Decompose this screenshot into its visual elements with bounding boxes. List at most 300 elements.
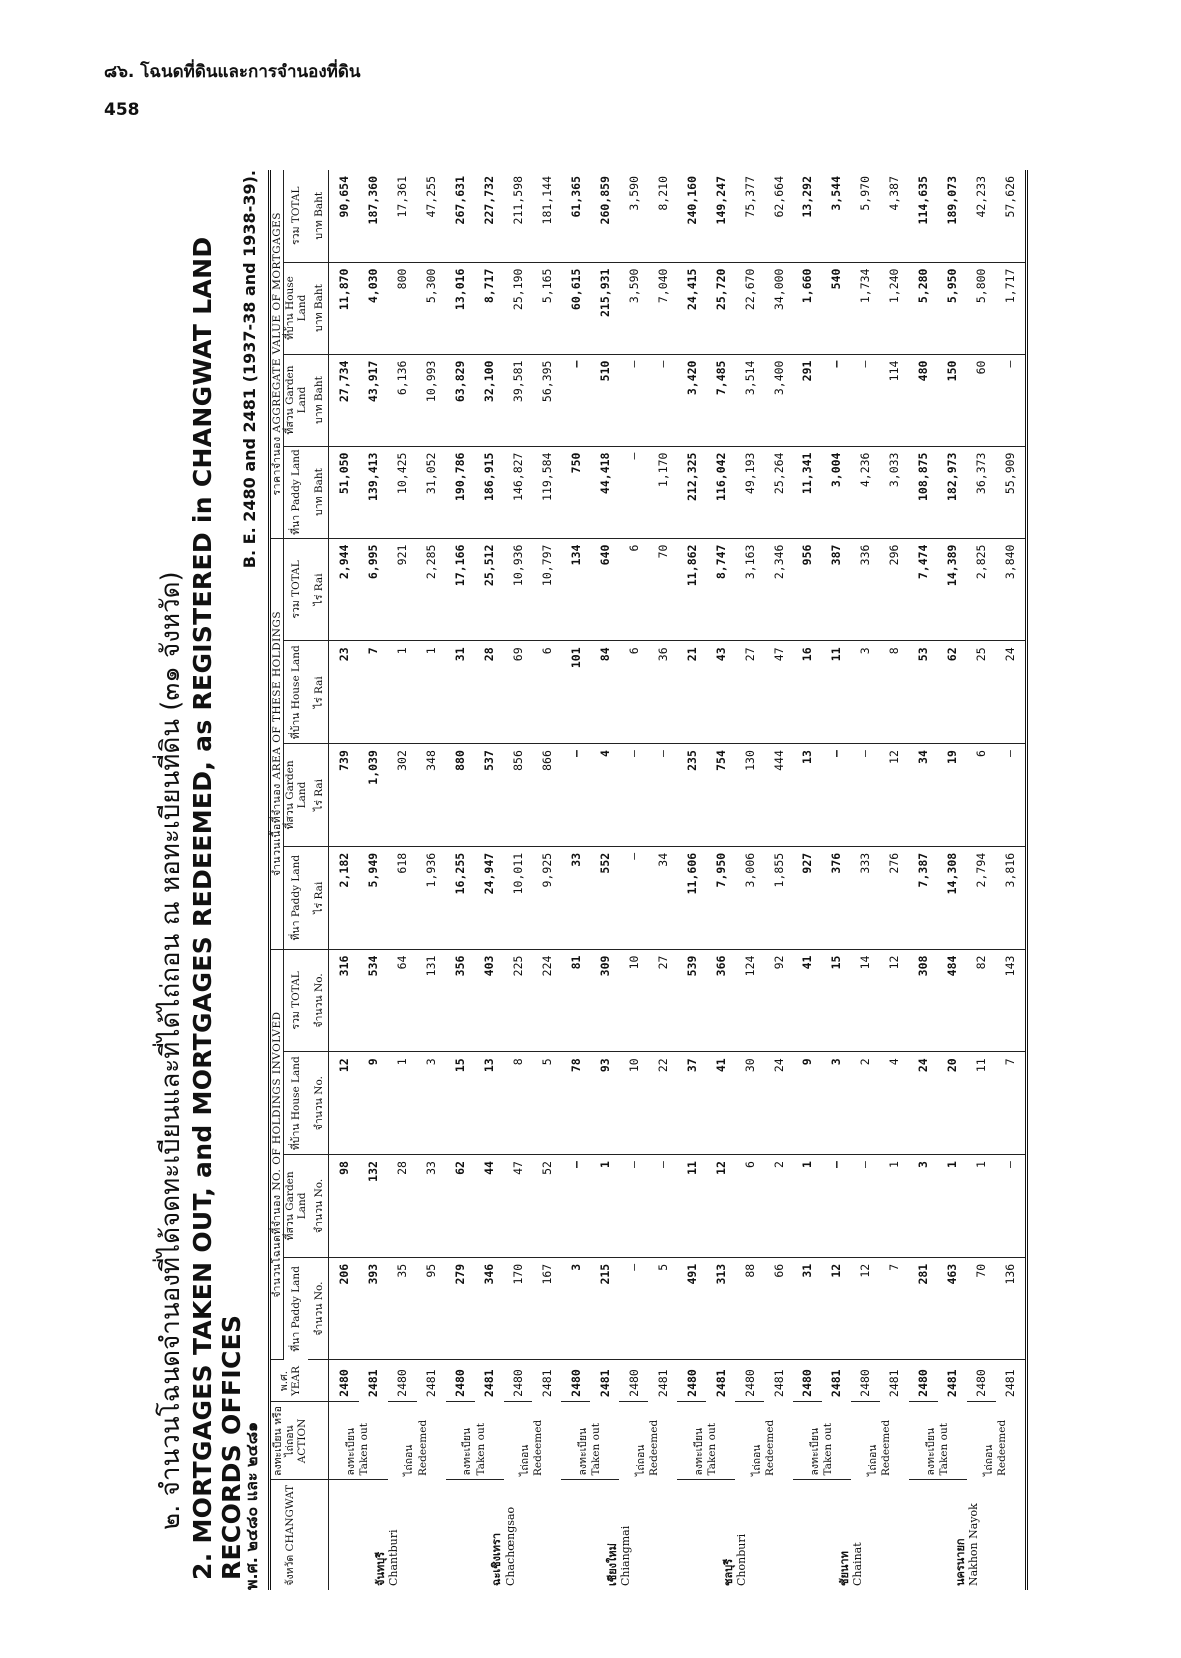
year-cell: 2480 [793, 1360, 822, 1402]
value-cell: 61,365 [561, 170, 590, 262]
action-english: Redeemed [532, 1419, 545, 1476]
value-cell: 70 [967, 1257, 996, 1360]
header-total: รวม TOTAL [284, 538, 309, 641]
header-house: ที่บ้าน House Land [284, 641, 309, 744]
mortgage-table [268, 170, 1028, 1590]
value-cell: 124 [735, 949, 764, 1052]
value-cell: 316 [329, 949, 359, 1052]
value-cell: 10,011 [504, 846, 533, 949]
value-cell: 20 [938, 1052, 967, 1155]
value-cell: 5,300 [417, 262, 446, 354]
action-thai: ไถ่ถอน [519, 1444, 532, 1476]
year-cell: 2480 [446, 1360, 475, 1402]
value-cell: — [619, 846, 648, 949]
value-cell: — [996, 354, 1025, 446]
value-cell: 13,016 [446, 262, 475, 354]
value-cell: 37 [677, 1052, 706, 1155]
year-cell: 2481 [365, 1369, 380, 1398]
value-cell: 34 [648, 846, 677, 949]
value-cell: 279 [446, 1257, 475, 1360]
value-cell: 739 [329, 744, 359, 847]
value-cell: 4 [590, 744, 619, 847]
header-paddy: ที่นา Paddy Land [290, 1266, 303, 1352]
page-number: 458 [104, 100, 140, 120]
table-row [532, 170, 561, 1590]
value-cell: 1 [967, 1155, 996, 1258]
value-cell: 52 [532, 1155, 561, 1258]
value-cell: 13,292 [793, 170, 822, 262]
value-cell: 41 [793, 949, 822, 1052]
table-row [359, 170, 388, 1590]
value-cell: 17,361 [388, 170, 417, 262]
province-name [329, 1480, 446, 1590]
value-cell: 6 [619, 641, 648, 744]
value-cell: 14 [851, 949, 880, 1052]
action-redeemed [735, 1402, 793, 1480]
value-cell: 291 [793, 354, 822, 446]
table-row [851, 170, 880, 1590]
value-cell: 101 [561, 641, 590, 744]
value-cell: 927 [793, 846, 822, 949]
value-cell: 510 [590, 354, 619, 446]
value-cell: 215,931 [590, 262, 619, 354]
year-cell: 2481 [1003, 1369, 1018, 1398]
value-cell: 93 [590, 1052, 619, 1155]
value-cell: 182,973 [938, 446, 967, 538]
value-cell: 33 [561, 846, 590, 949]
value-cell: 2,182 [329, 846, 359, 949]
value-cell: 11,862 [677, 538, 706, 641]
value-cell: 25 [967, 641, 996, 744]
unit-rai: ไร่ Rai [308, 538, 329, 641]
year-cell: 2481 [945, 1369, 960, 1398]
table-row [880, 170, 909, 1590]
value-cell: 1 [793, 1155, 822, 1258]
value-cell: 10,936 [504, 538, 533, 641]
value-cell: 750 [561, 446, 590, 538]
value-cell: 6 [619, 538, 648, 641]
value-cell: 132 [359, 1155, 388, 1258]
value-cell: 313 [706, 1257, 735, 1360]
value-cell: 22 [648, 1052, 677, 1155]
value-cell: 24,947 [475, 846, 504, 949]
value-cell: 491 [677, 1257, 706, 1360]
table-row [706, 170, 735, 1590]
value-cell: 1,660 [793, 262, 822, 354]
value-cell: 130 [735, 744, 764, 847]
value-cell: 346 [475, 1257, 504, 1360]
unit-no: จำนวน No. [308, 1052, 329, 1155]
province-english: Chachœngsao [503, 1506, 517, 1586]
table-row [475, 170, 504, 1590]
action-taken-out [793, 1402, 851, 1480]
action-thai: ไถ่ถอน [403, 1444, 416, 1476]
value-cell: 181,144 [532, 170, 561, 262]
value-cell: 9 [793, 1052, 822, 1155]
table-row [388, 170, 417, 1590]
value-cell: — [851, 1155, 880, 1258]
action-taken-out [561, 1402, 619, 1480]
value-cell: 276 [880, 846, 909, 949]
action-thai: ลงทะเบียน [577, 1427, 590, 1476]
action-taken-out [329, 1402, 388, 1480]
action-thai: ลงทะเบียน [693, 1427, 706, 1476]
value-cell: 5,165 [532, 262, 561, 354]
value-cell: 36,373 [967, 446, 996, 538]
value-cell: — [851, 354, 880, 446]
unit-rai: ไร่ Rai [308, 641, 329, 744]
value-cell: — [822, 1155, 851, 1258]
value-cell: 7,474 [909, 538, 938, 641]
value-cell: 6,136 [388, 354, 417, 446]
year-cell: 2480 [561, 1360, 590, 1402]
value-cell: 921 [388, 538, 417, 641]
year-cell: 2481 [423, 1369, 438, 1398]
value-cell: 3 [417, 1052, 446, 1155]
value-cell: 224 [532, 949, 561, 1052]
value-cell: 7,485 [706, 354, 735, 446]
value-cell: 12 [880, 949, 909, 1052]
value-cell: 336 [851, 538, 880, 641]
value-cell: 393 [359, 1257, 388, 1360]
value-cell: 7,950 [706, 846, 735, 949]
value-cell: 10 [619, 949, 648, 1052]
year-cell: 2481 [655, 1369, 670, 1398]
value-cell: 24 [996, 641, 1025, 744]
action-taken-out [446, 1402, 504, 1480]
year-cell: 2481 [597, 1369, 612, 1398]
header-action: ลงทะเบียน หรือ ไถ่ถอน ACTION [271, 1402, 308, 1480]
running-head: ๘๖. โฉนดที่ดินและการจำนองที่ดิน [104, 62, 361, 82]
value-cell: 27 [648, 949, 677, 1052]
value-cell: 539 [677, 949, 706, 1052]
action-english: Redeemed [648, 1419, 661, 1476]
value-cell: 170 [504, 1257, 533, 1360]
table-row [677, 170, 706, 1590]
value-cell: 15 [446, 1052, 475, 1155]
value-cell: 190,786 [446, 446, 475, 538]
value-cell: 3,590 [619, 170, 648, 262]
action-redeemed [619, 1402, 677, 1480]
value-cell: 866 [532, 744, 561, 847]
province-name [446, 1480, 562, 1590]
unit-no: จำนวน No. [308, 1257, 329, 1360]
value-cell: 754 [706, 744, 735, 847]
value-cell: 1,855 [764, 846, 793, 949]
value-cell: 47 [764, 641, 793, 744]
value-cell: 2,944 [329, 538, 359, 641]
value-cell: 9 [359, 1052, 388, 1155]
value-cell: 24 [909, 1052, 938, 1155]
action-thai: ไถ่ถอน [866, 1444, 879, 1476]
header-total: รวม TOTAL [284, 949, 309, 1052]
province-english: Chiangmai [619, 1525, 633, 1586]
value-cell: 41 [706, 1052, 735, 1155]
value-cell: 3,420 [677, 354, 706, 446]
action-taken-out [909, 1402, 967, 1480]
table-row [619, 170, 648, 1590]
value-cell: 2,346 [764, 538, 793, 641]
value-cell: 24,415 [677, 262, 706, 354]
year-cell: 2481 [481, 1369, 496, 1398]
value-cell: 88 [735, 1257, 764, 1360]
value-cell: 3 [909, 1155, 938, 1258]
value-cell: — [648, 354, 677, 446]
unit-baht: บาท Baht [308, 354, 329, 446]
value-cell: 484 [938, 949, 967, 1052]
value-cell: 108,875 [909, 446, 938, 538]
province-thai: ฉะเชิงเทรา [490, 1532, 504, 1586]
value-cell: 387 [822, 538, 851, 641]
value-cell: 480 [909, 354, 938, 446]
table-row [822, 170, 851, 1590]
value-cell: 333 [851, 846, 880, 949]
table-row [996, 170, 1025, 1590]
table-row [909, 170, 938, 1590]
value-cell: 1 [880, 1155, 909, 1258]
year-cell: 2481 [771, 1369, 786, 1398]
value-cell: 212,325 [677, 446, 706, 538]
value-cell: 3,006 [735, 846, 764, 949]
value-cell: 640 [590, 538, 619, 641]
value-cell: 44 [475, 1155, 504, 1258]
value-cell: 1 [938, 1155, 967, 1258]
value-cell: 2 [851, 1052, 880, 1155]
action-thai: ลงทะเบียน [461, 1427, 474, 1476]
value-cell: 10,425 [388, 446, 417, 538]
action-english: Taken out [474, 1423, 487, 1476]
action-english: Taken out [822, 1423, 835, 1476]
value-cell: 3,004 [822, 446, 851, 538]
value-cell: 78 [561, 1052, 590, 1155]
year-cell: 2480 [677, 1360, 706, 1402]
action-redeemed [967, 1402, 1025, 1480]
value-cell: 75,377 [735, 170, 764, 262]
value-cell: 114 [880, 354, 909, 446]
value-cell: — [822, 744, 851, 847]
header-house: ที่บ้าน House Land [284, 262, 309, 354]
header-garden: ที่สวน Garden Land [284, 354, 309, 446]
value-cell: 8,747 [706, 538, 735, 641]
value-cell: 17,166 [446, 538, 475, 641]
unit-no: จำนวน No. [308, 949, 329, 1052]
header-group-value: ราคาจำนอง AGGREGATE VALUE OF MORTGAGES [271, 170, 284, 538]
year-cell: 2480 [619, 1360, 648, 1402]
value-cell: 81 [561, 949, 590, 1052]
year-cell: 2480 [329, 1360, 359, 1402]
value-cell: 800 [388, 262, 417, 354]
value-cell: 12 [880, 744, 909, 847]
action-redeemed [851, 1402, 909, 1480]
value-cell: 56,395 [532, 354, 561, 446]
value-cell: 1 [590, 1155, 619, 1258]
value-cell: 308 [909, 949, 938, 1052]
value-cell: 3 [561, 1257, 590, 1360]
value-cell: 51,050 [329, 446, 359, 538]
value-cell: 12 [329, 1052, 359, 1155]
action-thai: ไถ่ถอน [635, 1444, 648, 1476]
value-cell: 62 [938, 641, 967, 744]
action-thai: ลงทะเบียน [924, 1427, 937, 1476]
value-cell: 3,544 [822, 170, 851, 262]
value-cell: 3,590 [619, 262, 648, 354]
value-cell: 537 [475, 744, 504, 847]
value-cell: 2 [764, 1155, 793, 1258]
province-english: Nakhon Nayok [967, 1503, 981, 1586]
value-cell: 267,631 [446, 170, 475, 262]
value-cell: 463 [938, 1257, 967, 1360]
year-cell: 2480 [388, 1360, 417, 1402]
table-row [967, 170, 996, 1590]
value-cell: 32,100 [475, 354, 504, 446]
value-cell: 1,734 [851, 262, 880, 354]
year-cell: 2480 [851, 1360, 880, 1402]
action-english: Redeemed [880, 1419, 893, 1476]
value-cell: 1 [388, 641, 417, 744]
year-cell: 2481 [713, 1369, 728, 1398]
value-cell: 25,512 [475, 538, 504, 641]
value-cell: 31,052 [417, 446, 446, 538]
year-cell: 2480 [504, 1360, 533, 1402]
value-cell: 3,163 [735, 538, 764, 641]
value-cell: 49,193 [735, 446, 764, 538]
value-cell: 235 [677, 744, 706, 847]
table-row [561, 170, 590, 1590]
value-cell: 5 [648, 1257, 677, 1360]
value-cell: 187,360 [359, 170, 388, 262]
action-english: Taken out [938, 1423, 951, 1476]
value-cell: 150 [938, 354, 967, 446]
value-cell: 10,797 [532, 538, 561, 641]
value-cell: 134 [561, 538, 590, 641]
value-cell: 119,584 [532, 446, 561, 538]
value-cell: 23 [329, 641, 359, 744]
year-cell: 2480 [735, 1360, 764, 1402]
rotated-table-page [150, 170, 1030, 1590]
unit-baht: บาท Baht [308, 262, 329, 354]
value-cell: 376 [822, 846, 851, 949]
table-row [417, 170, 446, 1590]
value-cell: 64 [388, 949, 417, 1052]
value-cell: 6 [735, 1155, 764, 1258]
value-cell: 1,039 [359, 744, 388, 847]
value-cell: 5,280 [909, 262, 938, 354]
value-cell: 31 [793, 1257, 822, 1360]
province-name [793, 1480, 909, 1590]
value-cell: 114,635 [909, 170, 938, 262]
value-cell: 6 [532, 641, 561, 744]
value-cell: 116,042 [706, 446, 735, 538]
value-cell: 227,732 [475, 170, 504, 262]
value-cell: 260,859 [590, 170, 619, 262]
value-cell: 25,720 [706, 262, 735, 354]
table-row [735, 170, 764, 1590]
subtitle-thai-years: พ.ศ. ๒๔๘๐ และ ๒๔๘๑ [242, 1421, 261, 1590]
value-cell: 189,073 [938, 170, 967, 262]
value-cell: 15 [822, 949, 851, 1052]
value-cell: — [619, 354, 648, 446]
value-cell: 16 [793, 641, 822, 744]
value-cell: 43 [706, 641, 735, 744]
value-cell: 11 [677, 1155, 706, 1258]
value-cell: 6 [967, 744, 996, 847]
value-cell: 309 [590, 949, 619, 1052]
header-group-holdings: จำนวนโฉนดที่จำนอง NO. OF HOLDINGS INVOLVED [271, 949, 284, 1360]
value-cell: 62 [446, 1155, 475, 1258]
value-cell: 7 [880, 1257, 909, 1360]
value-cell: 11,870 [329, 262, 359, 354]
value-cell: 281 [909, 1257, 938, 1360]
value-cell: 57,626 [996, 170, 1025, 262]
value-cell: 44,418 [590, 446, 619, 538]
value-cell: 366 [706, 949, 735, 1052]
value-cell: 12 [851, 1257, 880, 1360]
unit-rai: ไร่ Rai [308, 744, 329, 847]
value-cell: 880 [446, 744, 475, 847]
header-year: พ.ศ. YEAR [271, 1360, 308, 1402]
value-cell: 8 [504, 1052, 533, 1155]
action-english: Redeemed [764, 1419, 777, 1476]
value-cell: — [648, 744, 677, 847]
header-garden: ที่สวน Garden Land [284, 744, 309, 847]
value-cell: — [851, 744, 880, 847]
value-cell: 28 [388, 1155, 417, 1258]
value-cell: 63,829 [446, 354, 475, 446]
table-row [504, 170, 533, 1590]
province-name [677, 1480, 793, 1590]
value-cell: 98 [329, 1155, 359, 1258]
value-cell: 11,341 [793, 446, 822, 538]
table-row [446, 170, 475, 1590]
value-cell: 3,840 [996, 538, 1025, 641]
value-cell: 28 [475, 641, 504, 744]
value-cell: 4,236 [851, 446, 880, 538]
value-cell: 13 [475, 1052, 504, 1155]
province-thai: นครนายก [953, 1538, 967, 1586]
province-name [561, 1480, 677, 1590]
value-cell: 21 [677, 641, 706, 744]
value-cell: 39,581 [504, 354, 533, 446]
value-cell: 35 [388, 1257, 417, 1360]
province-name [909, 1480, 1025, 1590]
header-group-area: จำนวนเนื้อที่จำนอง AREA OF THESE HOLDINGS [271, 538, 284, 949]
province-thai: จันทบุรี [374, 1551, 388, 1586]
value-cell: 3,514 [735, 354, 764, 446]
unit-baht: บาท Baht [308, 170, 329, 262]
value-cell: 84 [590, 641, 619, 744]
table-body [329, 170, 1025, 1590]
value-cell: 211,598 [504, 170, 533, 262]
value-cell: 60 [967, 354, 996, 446]
value-cell: 55,909 [996, 446, 1025, 538]
value-cell: 240,160 [677, 170, 706, 262]
action-english: Taken out [590, 1423, 603, 1476]
province-english: Chonburi [735, 1533, 749, 1586]
value-cell: — [822, 354, 851, 446]
value-cell: 60,615 [561, 262, 590, 354]
value-cell: 5,800 [967, 262, 996, 354]
value-cell: 167 [532, 1257, 561, 1360]
value-cell: 8 [880, 641, 909, 744]
value-cell: 7,387 [909, 846, 938, 949]
value-cell: 4 [880, 1052, 909, 1155]
value-cell: 31 [446, 641, 475, 744]
year-cell: 2481 [539, 1369, 554, 1398]
value-cell: 82 [967, 949, 996, 1052]
value-cell: 14,389 [938, 538, 967, 641]
value-cell: 1,170 [648, 446, 677, 538]
value-cell: 9,925 [532, 846, 561, 949]
